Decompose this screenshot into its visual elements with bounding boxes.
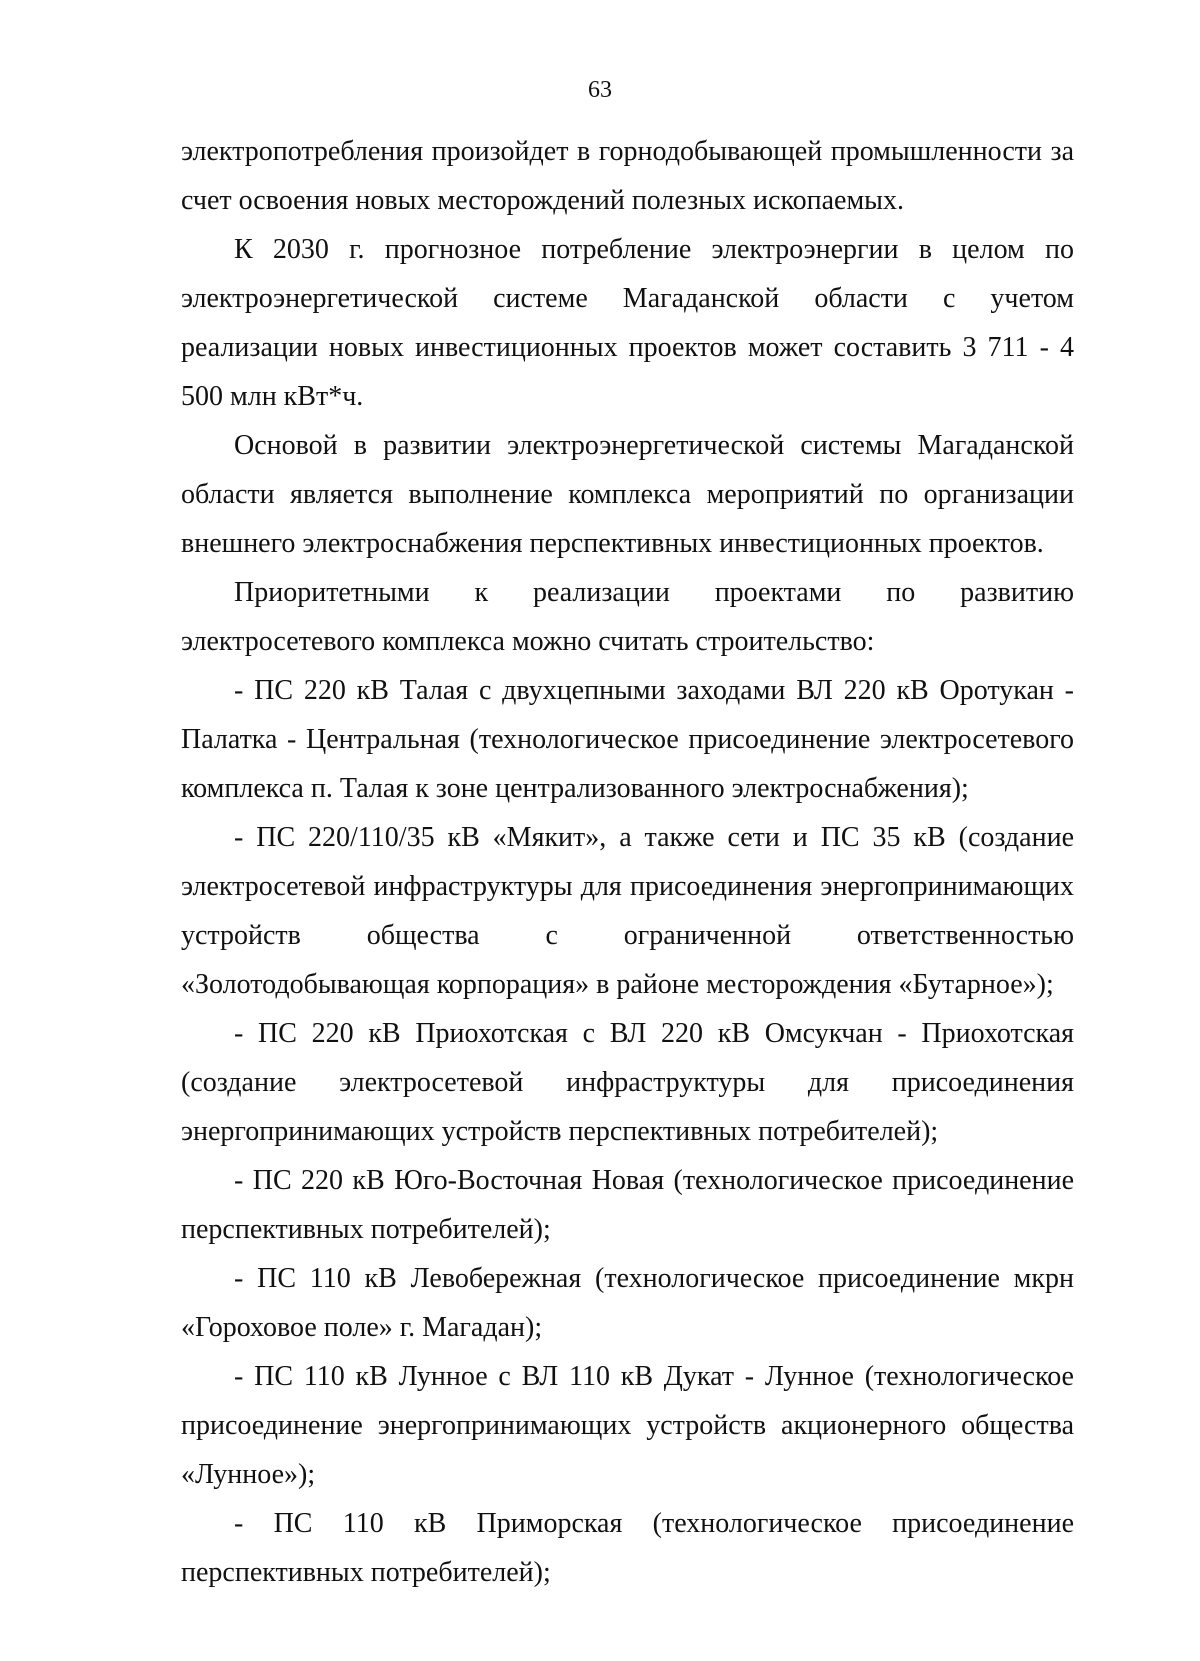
list-item: - ПС 220 кВ Талая с двухцепными заходами ВЛ 220 кВ Оротукан - Палатка - Центральная (технологическое присоединение электросетевого комплекса п. Талая к зоне централизованного электроснабжения); <box>181 675 1074 804</box>
list-item: - ПС 220/110/35 кВ «Мякит», а также сети и ПС 35 кВ (создание электросетевой инфраструктуры для присоединения энергопринимающих устройств общества с ограниченной ответственностью «Золотодобывающая корпорация» в районе месторождения «Бутарное»); <box>181 822 1074 1000</box>
list-item: - ПС 110 кВ Левобережная (технологическое присоединение мкрн «Гороховое поле» г. Магадан); <box>181 1263 1074 1343</box>
list-item: - ПС 110 кВ Лунное с ВЛ 110 кВ Дукат - Лунное (технологическое присоединение энергопринимающих устройств акционерного общества «Лунное»); <box>181 1361 1074 1490</box>
paragraph: Основой в развитии электроэнергетической системы Магаданской области является выполнение комплекса мероприятий по организации внешнего электроснабжения перспективных инвестиционных проектов. <box>181 430 1074 559</box>
paragraph: К 2030 г. прогнозное потребление электроэнергии в целом по электроэнергетической системе Магаданской области с учетом реализации новых инвестиционных проектов может составить 3 711 - 4 500 млн кВт*ч. <box>181 234 1074 412</box>
page-number: 63 <box>588 77 612 103</box>
paragraph: электропотребления произойдет в горнодобывающей промышленности за счет освоения новых месторождений полезных ископаемых. <box>181 136 1074 216</box>
document-body <box>181 127 1074 1597</box>
list-item: - ПС 220 кВ Приохотская с ВЛ 220 кВ Омсукчан - Приохотская (создание электросетевой инфраструктуры для присоединения энергопринимающих устройств перспективных потребителей); <box>181 1018 1074 1147</box>
list-item: - ПС 110 кВ Приморская (технологическое присоединение перспективных потребителей); <box>181 1508 1074 1588</box>
paragraph: Приоритетными к реализации проектами по развитию электросетевого комплекса можно считать строительство: <box>181 577 1074 657</box>
list-item: - ПС 220 кВ Юго-Восточная Новая (технологическое присоединение перспективных потребителей); <box>181 1165 1074 1245</box>
